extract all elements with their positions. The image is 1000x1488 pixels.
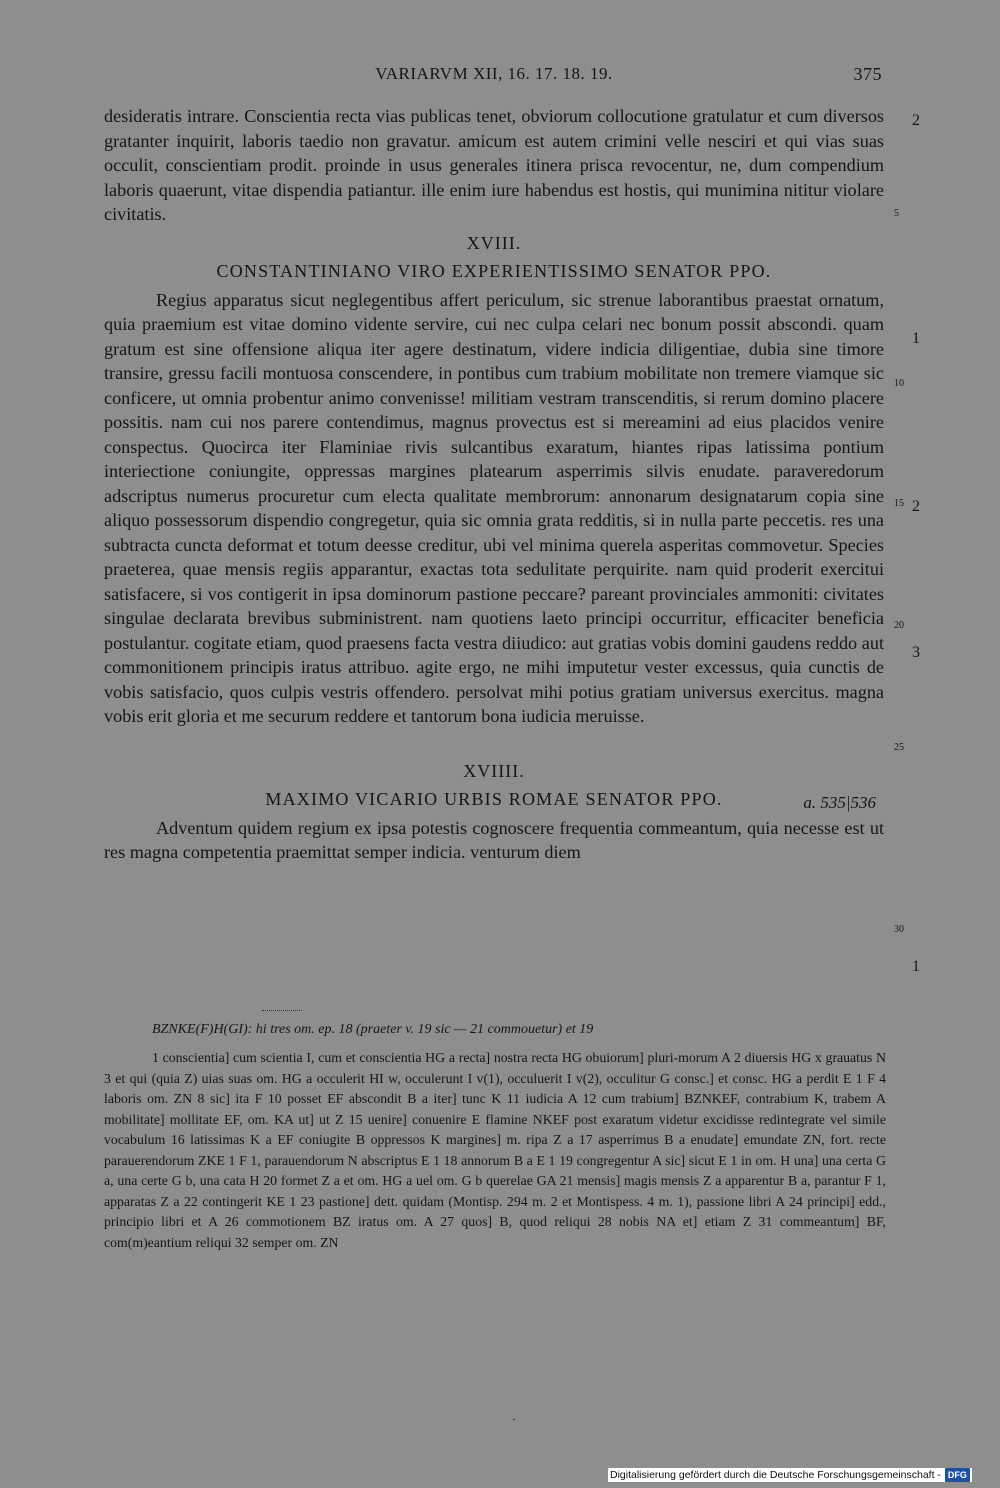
- line-number: 20: [894, 620, 904, 631]
- section-19-title: MAXIMO VICARIO URBIS ROMAE SENATOR PPO.: [265, 789, 723, 809]
- section-19-date: a. 535|536: [803, 793, 876, 812]
- section-19-heading: [104, 787, 884, 812]
- apparatus-sigla: BZNKE(F)H(GI): hi tres om. ep. 18 (praeter v. 19 sic — 21 commouetur) et 19: [152, 1022, 594, 1037]
- footer-credit: [608, 1468, 972, 1482]
- section-marker: 3: [912, 644, 920, 661]
- apparatus-notes: 1 conscientia] cum scientia I, cum et conscientia HG a recta] nostra recta HG obuiorum] pluri-morum A 2 diuersis HG x grauatus N 3 et qui (quia Z) uias suas om. HG a occulerit HI w, occulerunt I v(1), occuluerit I v(2), occulitur G consc.] et consc. HG a perdit E 1 F 4 laboris om. ZN 8 sic] ita F 10 posset EF abscondit B a iter] tunc K 11 iudicia A 12 cum trabium] BZNKEF, contrabium K, trabem A mobilitate] mollitate EF, om. KA ut] ut Z 15 uenire] conuenire E flamine NKEF post exaratum videtur excidisse redintegrate vel simile vocabulum 16 latissimas K a EF coniugite B oppressos K margines] m. ripa Z a 17 asperrimus B a enudate] emundate ZN, fort. recte parauerendorum ZKE 1 F 1, parauendorum N abscriptus E 1 18 annorum B a E 1 19 congregentur A sic] sicut E 1 in om. H una] una certa G a, una certe G b, una cata H 20 formet Z a et om. HG a uel om. G b querelae GA 21 mensis] magis mensis Z a apparentur B a, parantur F 1, apparatas Z a 22 contingerit KE 1 23 pastione] dett. quidam (Montisp. 294 m. 2 et Montispess. 4 m. 1), passione libri A 24 principi] edd., principio libri et A 26 commotionem BZ iratus om. A 27 quos] B, quod reliqui 28 nobis NA et] etiam Z 31 commeantum] BF, com(m)eantium reliqui 32 semper om. ZN: [104, 1050, 886, 1250]
- opening-paragraph: desideratis intrare. Conscientia recta vias publicas tenet, obviorum collocutione gratulatur et cum diversos gratanter inquirit, laboris taedio non gravatur. amicum est autem crimini velle nesciri et qui vias suas occulit, conscientiam prodit. proinde in usus generales itinera prisca revocentur, ne, dum compendium laboris quaerunt, vitae dispendia patiantur. ille enim iure habendus est hostis, qui munimina nititur violare civitatis.: [104, 106, 884, 224]
- section-marker: 2: [912, 498, 920, 515]
- page-number: 375: [853, 64, 882, 84]
- section-18-title: CONSTANTINIANO VIRO EXPERIENTISSIMO SENATOR PPO.: [216, 261, 772, 281]
- section-marker: 1: [912, 958, 920, 975]
- section-19-number: XVIIII.: [463, 760, 525, 781]
- dfg-logo: DFG: [945, 1468, 970, 1482]
- line-number: 5: [894, 208, 899, 219]
- main-text: [104, 104, 884, 865]
- line-number: 10: [894, 378, 904, 389]
- footer-text: Digitalisierung gefördert durch die Deutsche Forschungsgemeinschaft -: [610, 1469, 941, 1481]
- section-marker: 1: [912, 330, 920, 347]
- line-number: 25: [894, 742, 904, 753]
- running-title: VARIARVM XII, 16. 17. 18. 19.: [375, 64, 613, 83]
- critical-apparatus: [104, 1048, 886, 1253]
- section-19-text: Adventum quidem regium ex ipsa potestis cognoscere frequentia commeantum, quia necesse est ut res magna competentia praemittat semper indicia. venturum diem: [104, 817, 884, 862]
- apparatus-divider: [262, 1010, 302, 1011]
- section-18-number: XVIII.: [466, 232, 522, 253]
- line-number: 30: [894, 924, 904, 935]
- section-18-text: Regius apparatus sicut neglegentibus affert periculum, sic strenue laborantibus praestat ornatum, quia praemium est vitae domino vidente servire, cui nec culpa celari nec bonum possit abscondi. quam gratum est sine offensione aliqua iter agere destinatum, videre indicia diligentiae, dubia sine timore transire, gressu facili montuosa conscendere, in pontibus cum trabium mobilitate non tremere viamque sic conficere, ut omnia probentur animo convenisse! militiam vestram transcenditis, si rerum domino placere possitis. nam cui nos parere contendimus, magnus provectus est si mereamini ad eius placidos venire conspectus. Quocirca iter Flaminiae rivis sulcantibus exaratum, hiantes ripas latissima pontium interiectione coniungite, oppressas margines platearum asperrimis silvis enudate. paraveredorum adscriptus numerus procuretur cum electa qualitate membrorum: annonarum designatarum copia sine aliquo possessorum dispendio congregetur, quia sic omnia grata redditis, si in nulla parte peccetis. res una subtracta cuncta deformat et totum deesse creditur, ubi vel minima querela asperitas commovetur. Species praeterea, quae mensis regiis apparantur, exactas tota sedulitate perquirite. nam quid proderit exercitui satisfacere, si vos contigerit in ipsa dominorum pastione peccare? pareant provinciales ammoniti: civitates singulae declarata brevibus subministrent. nam quotiens laeto principi occurritur, efficaciter beneficia postulantur. cogitate etiam, quod praesens facta vestra diiudico: aut gratias vobis domini gaudens reddo aut commonitionem principis iratus attribuo. agite ergo, ne mihi imputetur vester excessus, quia cunctis de vobis satisfacio, quos culpis vestris offendero. persolvat mihi potius gratiam universus exercitus. magna vobis erit gloria et me securum reddere et tantorum bona iudicia meruisse.: [104, 289, 884, 726]
- running-header: [104, 64, 884, 92]
- line-number: 15: [894, 498, 904, 509]
- section-marker: 2: [912, 112, 920, 129]
- page-mark: ·: [512, 1412, 516, 1426]
